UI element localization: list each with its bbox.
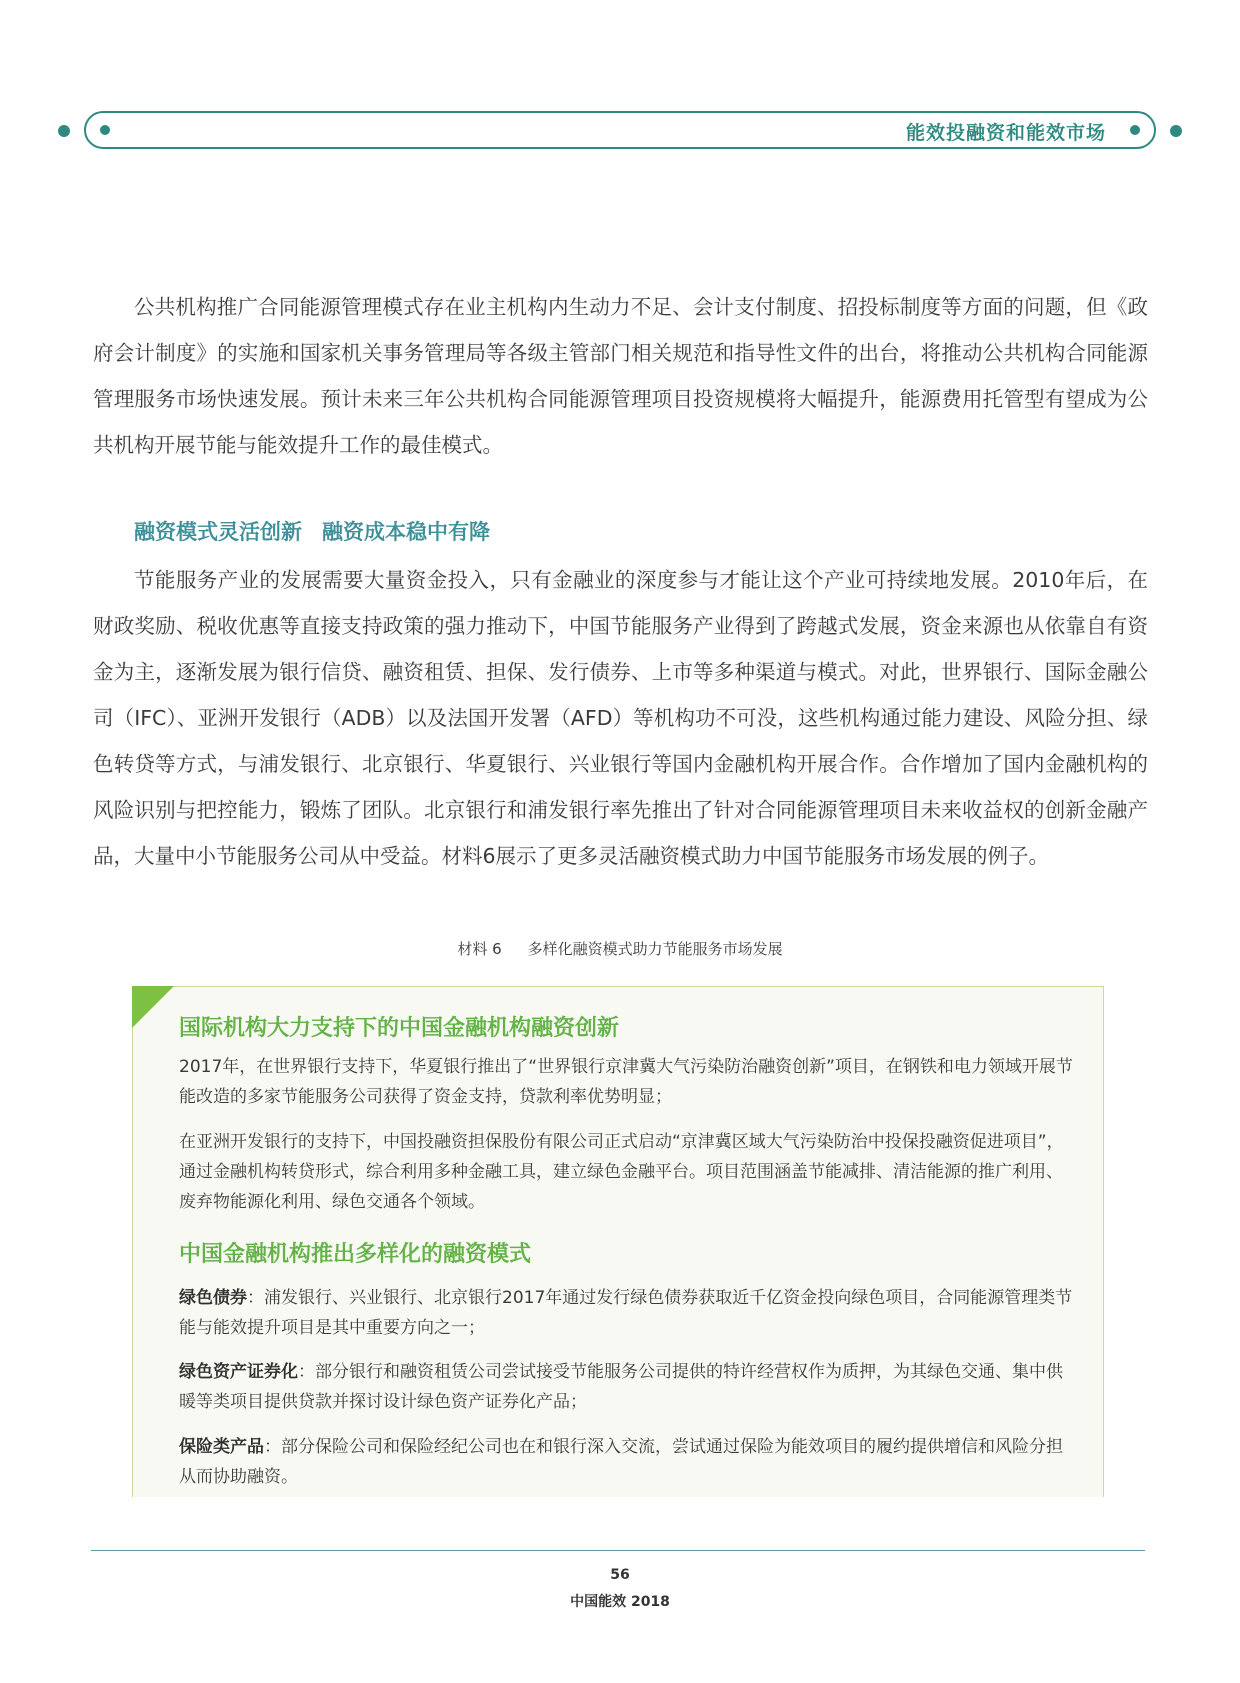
section-heading xyxy=(134,516,490,546)
caption-label: 材料 6 xyxy=(457,940,502,958)
material-item-huaxia: 2017年，在世界银行支持下，华夏银行推出了“世界银行京津冀大气污染防治融资创新”项目，在钢铁和电力领域开展节能改造的多家节能服务公司获得了资金支持，贷款利率优势明显； xyxy=(179,1057,1073,1107)
material-heading-domestic: 中国金融机构推出多样化的融资模式 xyxy=(179,1242,532,1267)
caption-title: 多样化融资模式助力节能服务市场发展 xyxy=(527,940,783,958)
page-number: 56 xyxy=(610,1567,630,1583)
paragraph-financing: 节能服务产业的发展需要大量资金投入，只有金融业的深度参与才能让这个产业可持续地发展。2010年后，在财政奖励、税收优惠等直接支持政策的强力推动下，中国节能服务产业得到了跨越式发展，资金来源也从依靠自有资金为主，逐渐发展为银行信贷、融资租赁、担保、发行债券、上市等多种渠道与模式。对此，世界银行、国际金融公司（IFC）、亚洲开发银行（ADB）以及法国开发署（AFD）等机构功不可没，这些机构通过能力建设、风险分担、绿色转贷等方式，与浦发银行、北京银行、华夏银行、兴业银行等国内金融机构开展合作。合作增加了国内金融机构的风险识别与把控能力，锻炼了团队。北京银行和浦发银行率先推出了针对合同能源管理项目未来收益权的创新金融产品，大量中小节能服务公司从中受益。材料6展示了更多灵活融资模式助力中国节能服务市场发展的例子。 xyxy=(93,568,1148,868)
material-item-insurance xyxy=(179,1432,1079,1492)
header-dot-inner-right xyxy=(1130,125,1140,135)
header-bar xyxy=(84,111,1156,149)
header-dot-right xyxy=(1170,125,1182,137)
publication-title: 中国能效 2018 xyxy=(570,1594,670,1610)
header-dot-inner-left xyxy=(100,125,110,135)
text-green-bonds: ：浦发银行、兴业银行、北京银行2017年通过发行绿色债券获取近千亿资金投向绿色项目，合同能源管理类节能与能效提升项目是其中重要方向之一； xyxy=(179,1288,1073,1338)
corner-triangle xyxy=(132,986,174,1028)
label-green-bonds: 绿色债券 xyxy=(179,1288,247,1308)
material-heading-international: 国际机构大力支持下的中国金融机构融资创新 xyxy=(179,1016,620,1041)
material-item-adb: 在亚洲开发银行的支持下，中国投融资担保股份有限公司正式启动“京津冀区域大气污染防治中投保投融资促进项目”，通过金融机构转贷形式，综合利用多种金融工具，建立绿色金融平台。项目范围涵盖节能减排、清洁能源的推广利用、废弃物能源化利用、绿色交通各个领域。 xyxy=(179,1132,1064,1212)
material-caption xyxy=(0,938,1240,959)
label-insurance: 保险类产品 xyxy=(179,1437,264,1457)
text-abs: ：部分银行和融资租赁公司尝试接受节能服务公司提供的特许经营权作为质押，为其绿色交通、集中供暖等类项目提供贷款并探讨设计绿色资产证券化产品； xyxy=(179,1362,1063,1412)
header-title: 能效投融资和能效市场 xyxy=(905,122,1106,144)
paragraph-public-institutions: 公共机构推广合同能源管理模式存在业主机构内生动力不足、会计支付制度、招投标制度等方面的问题，但《政府会计制度》的实施和国家机关事务管理局等各级主管部门相关规范和指导性文件的出台，将推动公共机构合同能源管理服务市场快速发展。预计未来三年公共机构合同能源管理项目投资规模将大幅提升，能源费用托管型有望成为公共机构开展节能与能效提升工作的最佳模式。 xyxy=(93,295,1148,457)
footer-divider xyxy=(91,1550,1145,1551)
section-heading-part-b: 融资成本稳中有降 xyxy=(322,520,490,544)
material-box xyxy=(132,986,1104,1497)
material-item-abs xyxy=(179,1357,1079,1417)
text-insurance: ：部分保险公司和保险经纪公司也在和银行深入交流，尝试通过保险为能效项目的履约提供增信和风险分担从而协助融资。 xyxy=(179,1437,1063,1487)
header-dot-left xyxy=(58,125,70,137)
label-abs: 绿色资产证券化 xyxy=(179,1362,298,1382)
material-item-green-bonds xyxy=(179,1283,1079,1343)
section-heading-part-a: 融资模式灵活创新 xyxy=(134,520,302,544)
